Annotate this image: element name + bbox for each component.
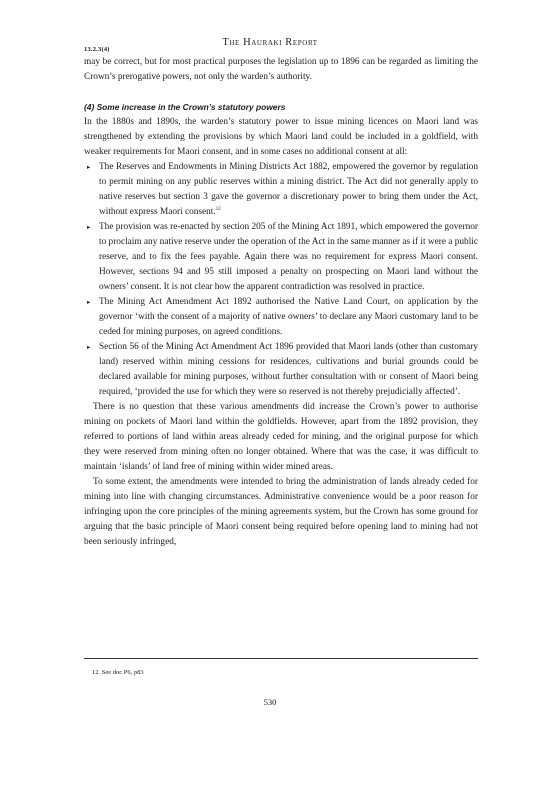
triangle-bullet-icon: ▸ (87, 224, 91, 231)
bullet-item (87, 295, 478, 340)
body-text (84, 55, 478, 550)
triangle-bullet-icon: ▸ (87, 299, 91, 306)
paragraph-intro: In the 1880s and 1890s, the warden’s statutory power to issue mining licences on Maori land was strengthened by extending the provisions by which Maori land could be included in a goldfield, with weaker requirements for Maori consent, and in some cases no additional consent at all: (84, 117, 478, 157)
footnote-reference[interactable]: 12 (215, 207, 221, 212)
bullet-text: The Reserves and Endowments in Mining Districts Act 1882, empowered the governor by regulation to permit mining on any public reserves within a mining district. The Act did not generally apply to native reserves but section 3 gave the governor a discretionary power to bring them under the Act, without express Maori consent. (99, 162, 478, 217)
page-number: 530 (263, 697, 277, 707)
section-subheading: (4) Some increase in the Crown’s statutory powers (84, 102, 286, 112)
footnote: 12. See doc P6, p83 (92, 669, 144, 676)
paragraph-some-extent: To some extent, the amendments were intended to bring the administration of lands already ceded for mining into line with changing circumstances. Administrative convenience would be a poor reason for infringing upon the core principles of the mining agreements system, but the Crown has some ground for arguing that the basic principle of Maori consent being required before opening land to mining had not been seriously infringed, (84, 477, 478, 547)
triangle-bullet-icon: ▸ (87, 344, 91, 351)
paragraph-continuation: may be correct, but for most practical purposes the legislation up to 1896 can be regarded as limiting the Crown’s prerogative powers, not only the warden’s authority. (84, 57, 478, 82)
bullet-item (87, 340, 478, 400)
bullet-list (84, 160, 478, 400)
bullet-item (87, 160, 478, 220)
section-number: 13.2.3(4) (84, 46, 110, 53)
bullet-text: The Mining Act Amendment Act 1892 authorised the Native Land Court, on application by the governor ‘with the consent of a majority of native owners’ to declare any Maori customary land to be ceded for mining purposes, on agreed conditions. (99, 297, 478, 337)
bullet-text: The provision was re-enacted by section 205 of the Mining Act 1891, which empowered the governor to proclaim any native reserve under the operation of the Act in the same manner as if it were a public reserve, and to fix the fees payable. Again there was no requirement for express Maori consent. However, sections 94 and 95 still imposed a penalty on prospecting on Maori land without the owners’ consent. It is not clear how the apparent contradiction was resolved in practice. (99, 222, 478, 292)
footnote-divider (84, 658, 478, 659)
paragraph-no-question: There is no question that these various amendments did increase the Crown’s power to authorise mining on pockets of Maori land within the goldfields. However, apart from the 1892 provision, they referred to portions of land within areas already ceded for mining, and the original purpose for which they were reserved from mining often no longer obtained. Where that was the case, it was difficult to maintain ‘islands’ of land free of mining within wider mined areas. (84, 402, 478, 472)
running-head: The Hauraki Report (222, 37, 318, 48)
bullet-text: Section 56 of the Mining Act Amendment Act 1896 provided that Maori lands (other than customary land) reserved within mining cessions for residences, cultivations and burial grounds could be declared available for mining purposes, without further consultation with or consent of Maori being required, ‘provided the use for which they were so reserved is not thereby prejudicially affected’. (99, 342, 478, 397)
triangle-bullet-icon: ▸ (87, 164, 91, 171)
bullet-item (87, 220, 478, 295)
